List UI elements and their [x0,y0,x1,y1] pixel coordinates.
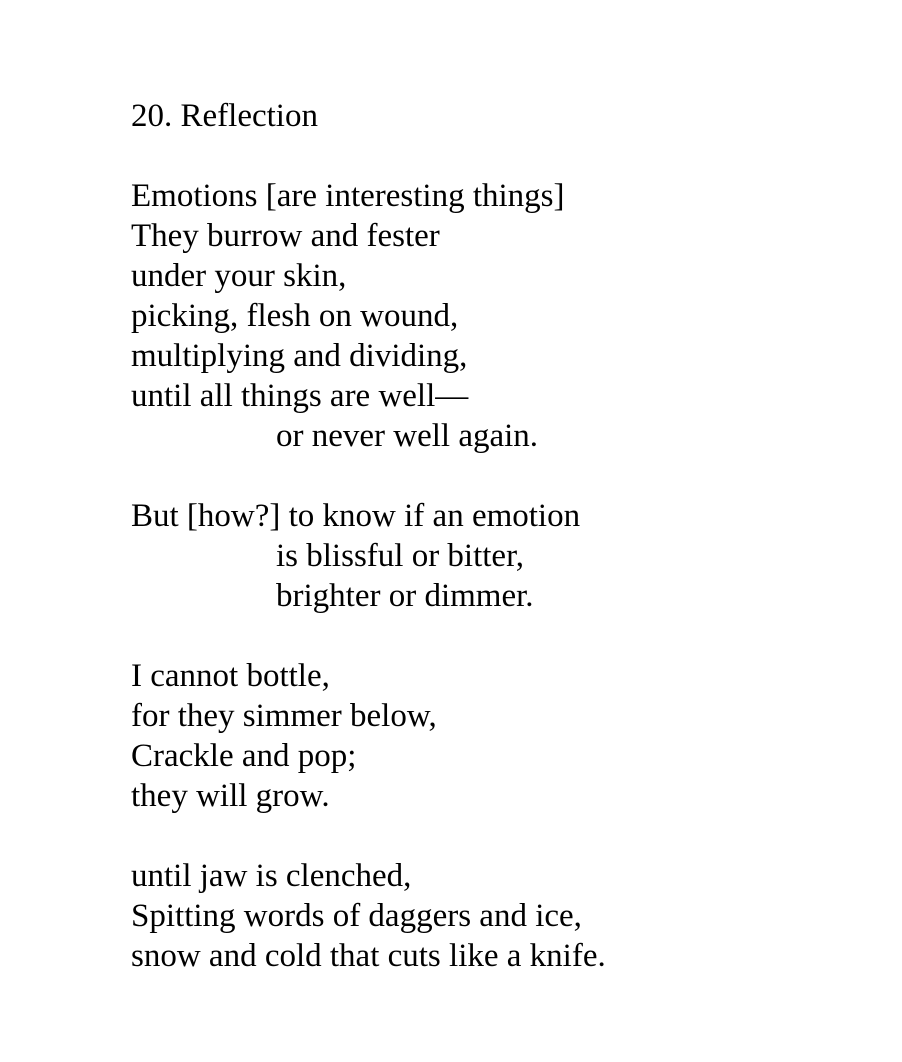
poem-line: But [how?] to know if an emotion [131,498,581,534]
poem-stanza [131,496,871,616]
poem-line: Emotions [are interesting things] [131,178,565,214]
poem-line: snow and cold that cuts like a knife. [131,938,606,974]
poem-page [131,96,871,976]
poem-line: until all things are well— [131,378,469,414]
poem-line: is blissful or bitter, [276,538,524,574]
poem-line: Spitting words of daggers and ice, [131,898,582,934]
poem-line: until jaw is clenched, [131,858,412,894]
poem-line: I cannot bottle, [131,658,330,694]
poem-line: or never well again. [276,418,539,454]
poem-line: under your skin, [131,258,347,294]
poem-body [131,176,871,976]
poem-title: 20. Reflection [131,98,318,134]
poem-line: brighter or dimmer. [276,578,534,614]
poem-line: multiplying and dividing, [131,338,468,374]
poem-line: they will grow. [131,778,330,814]
poem-line: picking, flesh on wound, [131,298,459,334]
poem-stanza [131,656,871,816]
poem-line: for they simmer below, [131,698,437,734]
poem-line: They burrow and fester [131,218,440,254]
poem-stanza [131,176,871,456]
poem-stanza [131,856,871,976]
poem-line: Crackle and pop; [131,738,357,774]
